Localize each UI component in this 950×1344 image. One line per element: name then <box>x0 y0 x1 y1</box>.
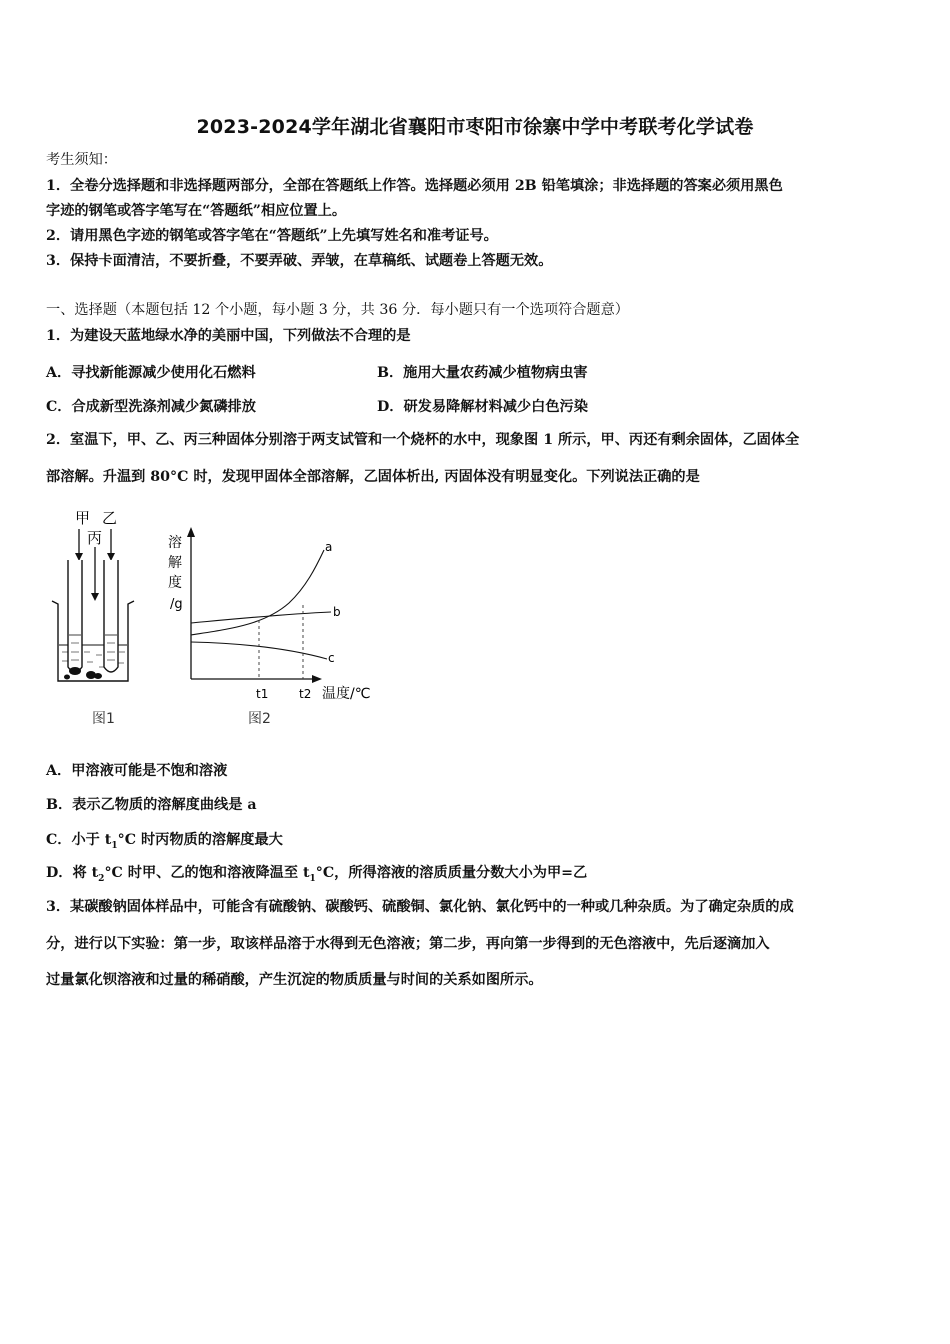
q1-option-a: A．寻找新能源减少使用化石燃料 <box>46 365 256 381</box>
q2-figures <box>44 505 394 735</box>
y-label-1: 溶 <box>168 535 182 551</box>
q2-option-d: D．将 $t_2^\circ C$ 时甲、乙的饱和溶液降温至 $t_1^\circ C$，所得溶液的溶质质量分数大小为甲=乙 <box>46 865 588 884</box>
curve-b-label: b <box>333 605 341 619</box>
curve-b <box>191 612 331 623</box>
figure-1-caption: 图1 <box>92 711 115 727</box>
y-label-4: /g <box>170 597 183 612</box>
label-yi: 乙 <box>102 509 118 527</box>
figure-2-caption: 图2 <box>248 711 271 727</box>
label-bing: 丙 <box>87 529 103 547</box>
tick-t1: t1 <box>256 687 269 701</box>
curve-c-label: c <box>328 651 335 665</box>
q1-option-c: C．合成新型洗涤剂减少氮磷排放 <box>46 399 256 415</box>
q2-option-b: B．表示乙物质的溶解度曲线是 a <box>46 797 257 813</box>
q3-stem-line-3: 过量氯化钡溶液和过量的稀硝酸，产生沉淀的物质质量与时间的关系如图所示。 <box>46 972 543 988</box>
y-label-2: 解 <box>168 555 182 571</box>
curve-a-label: a <box>325 540 333 554</box>
section-heading: 一、选择题（本题包括 12 个小题，每小题 3 分，共 36 分．每小题只有一个选项符合题意） <box>46 302 629 318</box>
q2-option-c: C．小于 $t_1^\circ C$ 时丙物质的溶解度最大 <box>46 832 283 851</box>
curve-a <box>191 550 324 635</box>
tick-t2: t2 <box>299 687 312 701</box>
q1-option-b: B．施用大量农药减少植物病虫害 <box>377 365 588 381</box>
figure-1-beaker <box>52 509 134 727</box>
q2-option-a: A．甲溶液可能是不饱和溶液 <box>46 763 228 779</box>
figure-2-solubility-chart <box>168 527 370 727</box>
notice-heading: 考生须知： <box>46 152 117 168</box>
q2-stem-line-1: 2．室温下，甲、乙、丙三种固体分别溶于两支试管和一个烧杯的水中，现象图 1 所示，甲、丙还有剩余固体，乙固体全 <box>46 432 800 448</box>
notice-line-1: 1．全卷分选择题和非选择题两部分，全部在答题纸上作答。选择题必须用 2B 铅笔填涂；非选择题的答案必须用黑色 <box>46 178 783 194</box>
q2-stem-line-2: 部溶解。升温到 80°C 时，发现甲固体全部溶解，乙固体析出, 丙固体没有明显变化。下列说法正确的是 <box>46 469 700 485</box>
y-label-3: 度 <box>168 575 182 591</box>
label-jia: 甲 <box>75 509 91 527</box>
q3-stem-line-1: 3．某碳酸钠固体样品中，可能含有硫酸钠、碳酸钙、硫酸铜、氯化钠、氯化钙中的一种或几种杂质。为了确定杂质的成 <box>46 899 794 915</box>
x-axis-label: 温度/℃ <box>322 686 371 702</box>
notice-line-2: 字迹的钢笔或答字笔写在“答题纸”相应位置上。 <box>46 203 347 219</box>
q1-stem: 1．为建设天蓝地绿水净的美丽中国，下列做法不合理的是 <box>46 328 411 344</box>
notice-line-3: 2．请用黑色字迹的钢笔或答字笔在“答题纸”上先填写姓名和准考证号。 <box>46 228 498 244</box>
q1-option-d: D．研发易降解材料减少白色污染 <box>377 399 588 415</box>
exam-title: 2023-2024学年湖北省襄阳市枣阳市徐寨中学中考联考化学试卷 <box>196 116 754 138</box>
notice-line-4: 3．保持卡面清洁，不要折叠，不要弄破、弄皱，在草稿纸、试题卷上答题无效。 <box>46 253 553 269</box>
q3-stem-line-2: 分，进行以下实验：第一步，取该样品溶于水得到无色溶液；第二步，再向第一步得到的无色溶液中，先后逐滴加入 <box>46 936 770 952</box>
